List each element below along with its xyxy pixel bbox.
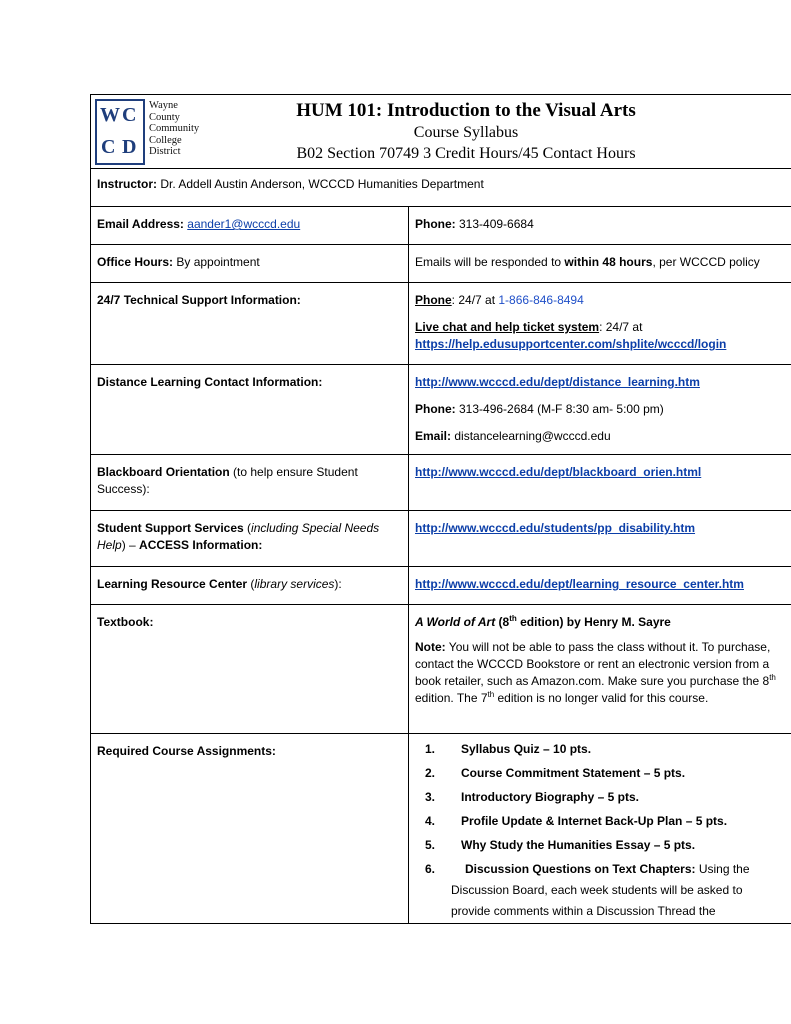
course-title: HUM 101: Introduction to the Visual Arts [296,100,636,121]
logo-letter: W [100,104,120,126]
instructor-row [91,169,791,207]
email-cell [91,207,409,244]
textbook-note-sup: th [769,673,776,682]
support-chat-link[interactable]: https://help.edusupportcenter.com/shplite/wcccd/login [415,337,727,351]
textbook-note-label: Note: [415,640,446,654]
textbook-label: Textbook: [97,615,154,629]
textbook-edition-sup: th [509,614,517,623]
lrc-cell [91,567,409,604]
textbook-info-cell [409,605,791,733]
phone-cell [409,207,791,244]
textbook-note-sup: th [487,690,495,699]
email-label: Email Address: [97,217,188,231]
lrc-row [91,567,791,605]
email-policy-cell [409,245,791,282]
support-phone-line [415,292,785,309]
student-support-cell [91,511,409,566]
student-support-row [91,511,791,567]
logo-text [149,100,199,158]
course-titles [261,99,671,164]
lrc-note-pre: ( [247,577,255,591]
student-support-link[interactable]: http://www.wcccd.edu/students/pp_disability.htm [415,521,696,535]
assignment-item [415,763,785,784]
blackboard-link[interactable]: http://www.wcccd.edu/dept/blackboard_orien.html [415,465,702,479]
textbook-edition-pre: (8 [495,615,510,629]
blackboard-label: Blackboard Orientation [97,465,230,479]
student-support-note-pre: ( [243,521,252,535]
phone-label: Phone: [415,217,456,231]
email-link[interactable]: aander1@wcccd.edu [187,217,301,231]
textbook-note-text: You will not be able to pass the class without it. To purchase, contact the WCCCD Bookstore or rent an electronic version from a book retailer, such as Amazon.com. Make sure you purchase the 8 [415,640,771,688]
support-phone-mid: : 24/7 at [451,293,499,307]
assignments-cell [91,734,409,923]
textbook-note [415,639,785,707]
logo-line: College [149,134,182,146]
email-policy-bold: within 48 hours [564,255,653,269]
textbook-title: A World of Art [415,615,496,629]
instructor-value: Dr. Addell Austin Anderson, WCCCD Humanities Department [157,177,484,191]
lrc-note-post: ): [334,577,342,591]
email-policy-pre: Emails will be responded to [415,255,565,269]
distance-learning-label: Distance Learning Contact Information: [97,375,323,389]
blackboard-row [91,455,791,511]
logo-letter: D [122,136,137,158]
office-hours-label: Office Hours: [97,255,174,269]
logo-line: Wayne [149,100,178,111]
assignment-text: Introductory Biography – 5 pts. [461,790,640,804]
textbook-row [91,605,791,734]
wcccd-logo [95,99,211,165]
assignments-list-cell [409,734,791,923]
assignments-list [415,739,785,922]
email-row [91,207,791,245]
support-chat-line [415,319,785,336]
support-chat-mid: : 24/7 at [599,320,643,334]
textbook-note-text: edition is no longer valid for this course. [494,691,709,705]
assignment-number: 1. [425,742,436,756]
assignment-text: Course Commitment Statement – 5 pts. [461,766,686,780]
phone-value: 313-409-6684 [455,217,534,231]
assignment-number: 2. [425,766,436,780]
student-support-note-post: ) – [121,538,140,552]
course-subtitle: Course Syllabus [413,124,519,141]
support-phone-number[interactable]: 1-866-846-8494 [498,293,584,307]
assignment-item [415,739,785,760]
distance-email-value: distancelearning@wcccd.edu [451,429,611,443]
syllabus-header [91,95,791,169]
student-support-label: Student Support Services [97,521,244,535]
assignment-number: 4. [425,814,436,828]
lrc-label: Learning Resource Center [97,577,248,591]
wcccd-logo-mark [95,99,145,165]
distance-learning-link[interactable]: http://www.wcccd.edu/dept/distance_learning.htm [415,375,700,389]
student-support-link-cell [409,511,791,566]
textbook-edition-post: edition) by Henry M. Sayre [516,615,671,629]
syllabus-table [90,94,791,924]
assignment-item [415,811,785,832]
assignment-text: Why Study the Humanities Essay – 5 pts. [461,838,696,852]
lrc-note: library services [254,577,335,591]
student-support-note: including Special Needs Help [97,521,380,552]
assignments-row [91,734,791,924]
logo-line: District [149,146,181,157]
lrc-link[interactable]: http://www.wcccd.edu/dept/learning_resource_center.htm [415,577,744,591]
assignments-label: Required Course Assignments: [97,744,276,758]
distance-learning-info-cell [409,365,791,454]
support-phone-label: Phone [415,293,452,307]
office-hours-row [91,245,791,283]
blackboard-link-cell [409,455,791,510]
office-hours-cell [91,245,409,282]
assignment-number: 5. [425,838,436,852]
access-label: ACCESS Information: [139,538,263,552]
assignment-number: 3. [425,790,436,804]
assignment-item [415,835,785,856]
distance-phone-label: Phone: [415,402,456,416]
logo-letter: C [101,136,116,158]
course-section: B02 Section 70749 3 Credit Hours/45 Contact Hours [296,145,636,162]
logo-letter: C [122,104,137,126]
assignment-item [415,859,785,922]
instructor-label: Instructor: [97,177,157,191]
tech-support-label: 24/7 Technical Support Information: [97,293,301,307]
lrc-link-cell [409,567,791,604]
email-policy-post: , per WCCCD policy [652,255,760,269]
textbook-title-line [415,614,785,631]
distance-phone-value: 313-496-2684 (M-F 8:30 am- 5:00 pm) [455,402,664,416]
office-hours-value: By appointment [173,255,260,269]
assignment-text: Using the Discussion Board, each week students will be asked to provide comments within a Discussion Thread the [451,862,750,918]
distance-email-label: Email: [415,429,452,443]
assignment-text: Syllabus Quiz – 10 pts. [461,742,592,756]
blackboard-note: (to help ensure Student Success): [97,465,358,496]
support-chat-label: Live chat and help ticket system [415,320,600,334]
tech-support-row [91,283,791,365]
textbook-cell [91,605,409,733]
blackboard-cell [91,455,409,510]
logo-line: County [149,111,180,123]
logo-line: Community [149,123,200,134]
tech-support-info-cell [409,283,791,364]
assignment-text: Profile Update & Internet Back-Up Plan – 5 pts. [461,814,728,828]
distance-learning-row [91,365,791,455]
assignment-text-bold: Discussion Questions on Text Chapters: [465,862,696,876]
distance-learning-cell [91,365,409,454]
textbook-note-text: edition. The 7 [415,691,488,705]
assignment-number: 6. [425,862,436,876]
tech-support-cell [91,283,409,364]
assignment-item [415,787,785,808]
